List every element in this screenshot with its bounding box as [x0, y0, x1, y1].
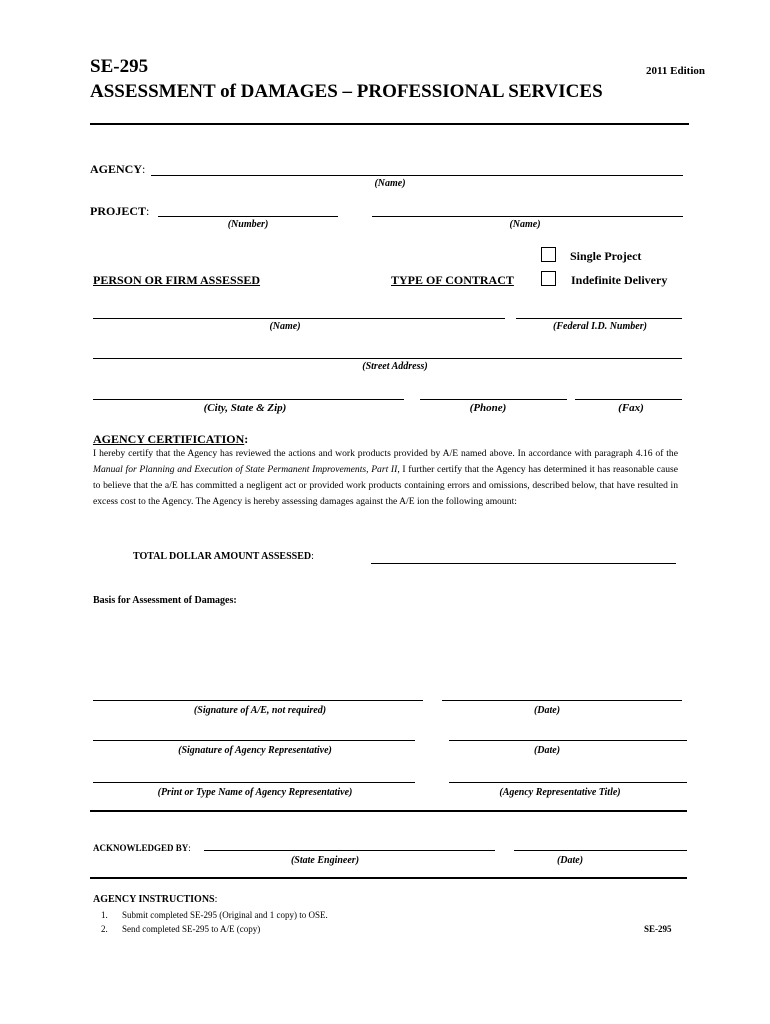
- project-name-field[interactable]: [372, 216, 683, 217]
- acknowledged-by-label: ACKNOWLEDGED BY:: [93, 843, 191, 853]
- rep-signature-caption: (Signature of Agency Representative): [178, 745, 332, 756]
- certification-text: I hereby certify that the Agency has reviewed the actions and work products provided by A/E named above. In accordance with paragraph 4.16 of the Manual for Planning and Execution of State Permanent Improvements, Part II, I further certify that the Agency has determined it has reasonable cause to believe that the a/E has committed a negligent act or provided work products containing errors and omissions, described below, that have resulted in excess cost to the Agency. The Agency is hereby assessing damages against the A/E ion the following amount:: [93, 448, 678, 507]
- instructions-heading: AGENCY INSTRUCTIONS:: [93, 894, 218, 905]
- instruction-number: 2.: [101, 924, 108, 934]
- person-firm-assessed-label: PERSON OR FIRM ASSESSED: [93, 273, 261, 287]
- total-amount-field[interactable]: [371, 563, 676, 564]
- rep-title-caption: (Agency Representative Title): [499, 787, 621, 798]
- ae-signature-field[interactable]: [93, 700, 423, 701]
- project-number-caption: (Number): [227, 219, 269, 230]
- ae-date-caption: (Date): [533, 705, 561, 716]
- indefinite-delivery-checkbox[interactable]: [541, 271, 556, 286]
- instruction-item: Submit completed SE-295 (Original and 1 copy) to OSE.: [122, 910, 328, 920]
- form-id: SE-295: [90, 56, 149, 77]
- rep-title-field[interactable]: [449, 782, 687, 783]
- single-project-checkbox[interactable]: [541, 247, 556, 262]
- city-state-zip-caption: (City, State & Zip): [203, 402, 287, 414]
- state-engineer-caption: (State Engineer): [290, 855, 360, 866]
- page-title: ASSESSMENT of DAMAGES – PROFESSIONAL SERVICES: [90, 81, 603, 102]
- indefinite-delivery-label: Indefinite Delivery: [571, 273, 668, 287]
- instruction-number: 1.: [101, 910, 108, 920]
- agency-certification-heading: AGENCY CERTIFICATION:: [93, 432, 249, 446]
- title-rule: [90, 123, 689, 125]
- firm-name-field[interactable]: [93, 318, 505, 319]
- edition-label: 2011 Edition: [646, 65, 705, 77]
- ae-date-field[interactable]: [442, 700, 682, 701]
- instruction-item: Send completed SE-295 to A/E (copy): [122, 924, 261, 934]
- state-engineer-field[interactable]: [204, 850, 495, 851]
- agency-name-field[interactable]: [151, 175, 683, 176]
- instructions-rule: [90, 877, 687, 879]
- acknowledged-date-caption: (Date): [556, 855, 584, 866]
- single-project-label: Single Project: [570, 249, 642, 263]
- agency-label: AGENCY:: [90, 162, 146, 176]
- firm-name-caption: (Name): [269, 321, 301, 332]
- ae-signature-caption: (Signature of A/E, not required): [193, 705, 327, 716]
- project-name-caption: (Name): [509, 219, 541, 230]
- acknowledged-rule: [90, 810, 687, 812]
- rep-date-caption: (Date): [533, 745, 561, 756]
- footer-form-id: SE-295: [644, 924, 672, 934]
- fax-caption: (Fax): [618, 402, 644, 414]
- street-address-field[interactable]: [93, 358, 682, 359]
- print-name-field[interactable]: [93, 782, 415, 783]
- manual-title: Manual for Planning and Execution of State Permanent Improvements, Part II: [93, 464, 398, 475]
- fax-field[interactable]: [575, 399, 682, 400]
- print-name-caption: (Print or Type Name of Agency Representative): [157, 787, 353, 798]
- agency-name-caption: (Name): [374, 178, 406, 189]
- project-number-field[interactable]: [158, 216, 338, 217]
- phone-caption: (Phone): [469, 402, 507, 414]
- street-address-caption: (Street Address): [362, 361, 428, 372]
- phone-field[interactable]: [420, 399, 567, 400]
- city-state-zip-field[interactable]: [93, 399, 404, 400]
- project-label: PROJECT:: [90, 204, 150, 218]
- type-of-contract-label: TYPE OF CONTRACT: [391, 273, 514, 287]
- federal-id-caption: (Federal I.D. Number): [553, 321, 647, 332]
- rep-signature-field[interactable]: [93, 740, 415, 741]
- federal-id-field[interactable]: [516, 318, 682, 319]
- basis-label: Basis for Assessment of Damages:: [93, 595, 237, 606]
- rep-date-field[interactable]: [449, 740, 687, 741]
- total-amount-label: TOTAL DOLLAR AMOUNT ASSESSED:: [133, 551, 314, 562]
- acknowledged-date-field[interactable]: [514, 850, 687, 851]
